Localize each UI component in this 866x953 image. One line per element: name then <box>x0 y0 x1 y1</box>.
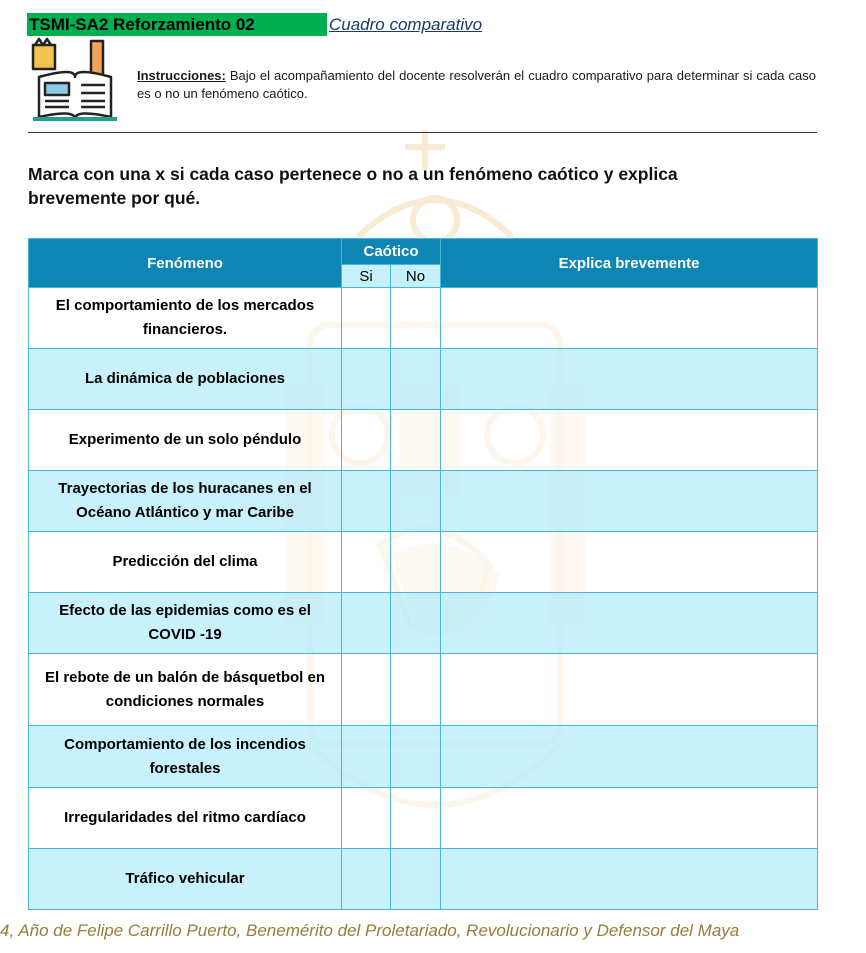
phenomenon-cell: Experimento de un solo péndulo <box>29 410 342 471</box>
no-cell[interactable] <box>391 288 441 349</box>
si-cell[interactable] <box>342 471 391 532</box>
si-cell[interactable] <box>342 288 391 349</box>
si-cell[interactable] <box>342 849 391 910</box>
phenomenon-cell: El rebote de un balón de básquetbol en condiciones normales <box>29 654 342 726</box>
explain-cell[interactable] <box>441 471 818 532</box>
explain-cell[interactable] <box>441 654 818 726</box>
table-row <box>29 849 818 910</box>
table-row <box>29 410 818 471</box>
table-row <box>29 349 818 410</box>
table-row <box>29 288 818 349</box>
table-row <box>29 471 818 532</box>
phenomenon-cell: El comportamiento de los mercados financieros. <box>29 288 342 349</box>
table-row <box>29 654 818 726</box>
header-divider <box>28 132 817 133</box>
table-row <box>29 532 818 593</box>
document-subtitle: Cuadro comparativo <box>329 15 483 34</box>
table-row <box>29 593 818 654</box>
comparison-table-container <box>28 238 818 910</box>
no-cell[interactable] <box>391 532 441 593</box>
no-cell[interactable] <box>391 471 441 532</box>
table-row <box>29 788 818 849</box>
explain-cell[interactable] <box>441 349 818 410</box>
table-row <box>29 726 818 788</box>
si-cell[interactable] <box>342 726 391 788</box>
instructions-label: Instrucciones: <box>137 68 226 83</box>
si-cell[interactable] <box>342 654 391 726</box>
phenomenon-cell: Comportamiento de los incendios forestales <box>29 726 342 788</box>
explain-cell[interactable] <box>441 410 818 471</box>
explain-cell[interactable] <box>441 288 818 349</box>
phenomenon-cell: Efecto de las epidemias como es el COVID -19 <box>29 593 342 654</box>
explain-cell[interactable] <box>441 593 818 654</box>
no-cell[interactable] <box>391 654 441 726</box>
no-cell[interactable] <box>391 349 441 410</box>
header-si: Si <box>342 265 391 288</box>
si-cell[interactable] <box>342 349 391 410</box>
explain-cell[interactable] <box>441 532 818 593</box>
si-cell[interactable] <box>342 410 391 471</box>
header-explica: Explica brevemente <box>441 239 818 288</box>
document-code-tag: TSMI-SA2 Reforzamiento 02 <box>27 13 327 36</box>
comparison-table <box>28 238 818 910</box>
explain-cell[interactable] <box>441 726 818 788</box>
activity-prompt: Marca con una x si cada caso pertenece o no a un fenómeno caótico y explica brevemente por qué. <box>28 164 678 208</box>
explain-cell[interactable] <box>441 788 818 849</box>
si-cell[interactable] <box>342 788 391 849</box>
study-books-icon <box>29 37 121 127</box>
header-no: No <box>391 265 441 288</box>
phenomenon-cell: La dinámica de poblaciones <box>29 349 342 410</box>
header-caotico: Caótico <box>342 239 441 265</box>
phenomenon-cell: Irregularidades del ritmo cardíaco <box>29 788 342 849</box>
instructions-paragraph <box>137 67 816 103</box>
no-cell[interactable] <box>391 410 441 471</box>
no-cell[interactable] <box>391 788 441 849</box>
si-cell[interactable] <box>342 532 391 593</box>
si-cell[interactable] <box>342 593 391 654</box>
header-fenomeno: Fenómeno <box>29 239 342 288</box>
footer-motto: 4, Año de Felipe Carrillo Puerto, Benemérito del Proletariado, Revolucionario y Defensor del Maya <box>0 921 740 940</box>
no-cell[interactable] <box>391 593 441 654</box>
phenomenon-cell: Tráfico vehicular <box>29 849 342 910</box>
phenomenon-cell: Trayectorias de los huracanes en el Océano Atlántico y mar Caribe <box>29 471 342 532</box>
no-cell[interactable] <box>391 849 441 910</box>
no-cell[interactable] <box>391 726 441 788</box>
instructions-text: Bajo el acompañamiento del docente resolverán el cuadro comparativo para determinar si cada caso es o no un fenómeno caótico. <box>137 68 816 101</box>
explain-cell[interactable] <box>441 849 818 910</box>
phenomenon-cell: Predicción del clima <box>29 532 342 593</box>
